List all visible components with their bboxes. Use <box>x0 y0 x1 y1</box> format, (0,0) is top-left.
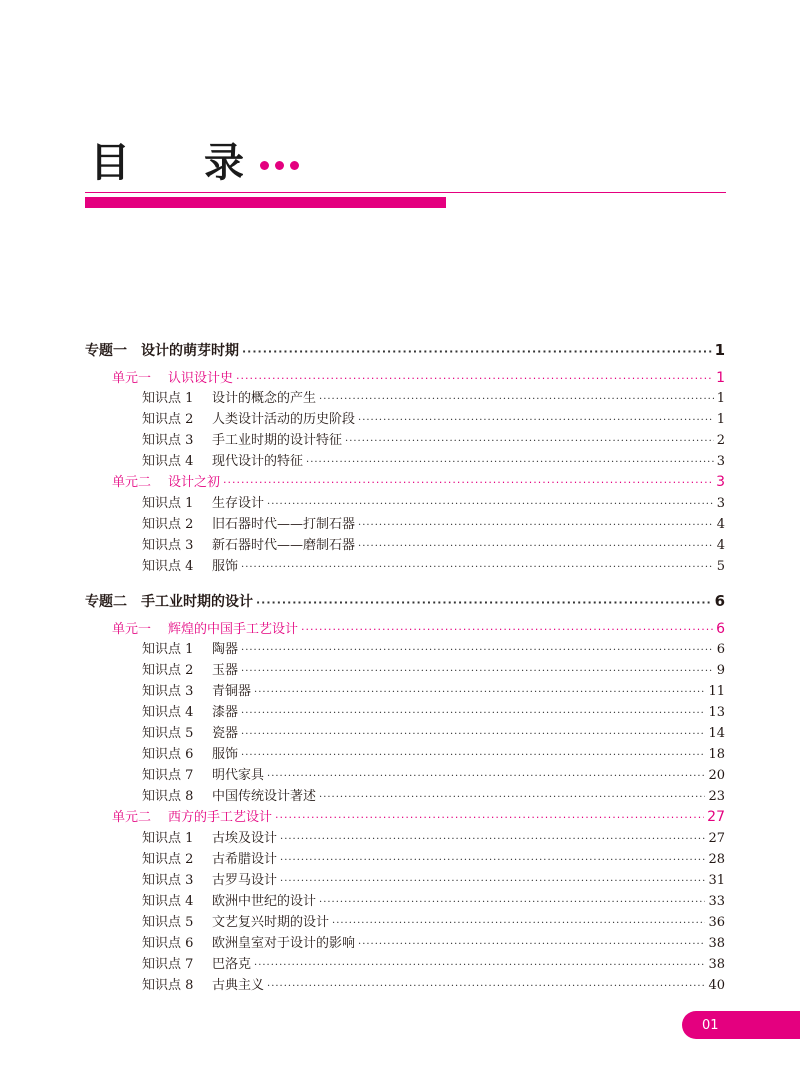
toc-entry-point[interactable] <box>142 680 725 699</box>
toc-entry-title: 服饰 <box>212 747 239 762</box>
toc-entry-number: 知识点 7 <box>142 768 194 783</box>
toc-entry-title: 设计的概念的产生 <box>212 391 317 406</box>
toc-entry-unit[interactable] <box>112 618 725 637</box>
toc-dot-leader <box>332 918 705 929</box>
toc-dot-leader <box>236 372 713 385</box>
toc-entry-page: 1 <box>716 391 725 406</box>
toc-heading <box>88 138 728 188</box>
toc-dot-leader <box>223 476 713 489</box>
toc-entry-page: 27 <box>708 831 725 846</box>
toc-entry-number: 知识点 4 <box>142 705 194 720</box>
toc-dot-leader <box>301 623 713 636</box>
toc-entry-number: 知识点 1 <box>142 831 194 846</box>
ornament-dot <box>290 161 299 170</box>
toc-entry-page: 18 <box>708 747 725 762</box>
toc-entry-point[interactable] <box>142 785 725 804</box>
toc-entry-title: 古罗马设计 <box>212 873 278 888</box>
heading-thin-rule <box>85 192 726 193</box>
toc-entry-point[interactable] <box>142 743 725 762</box>
toc-entry-unit[interactable] <box>112 367 725 386</box>
toc-dot-leader <box>256 596 712 609</box>
toc-entry-title: 辉煌的中国手工艺设计 <box>168 622 299 637</box>
toc-entry-page: 3 <box>716 496 725 511</box>
toc-entry-number: 知识点 1 <box>142 496 194 511</box>
toc-entry-page: 27 <box>707 809 725 825</box>
toc-entry-unit[interactable] <box>112 471 725 490</box>
toc-entry-point[interactable] <box>142 387 725 406</box>
toc-entry-page: 20 <box>708 768 725 783</box>
toc-entry-title: 玉器 <box>212 663 239 678</box>
toc-entry-title: 青铜器 <box>212 684 252 699</box>
toc-dot-leader <box>358 939 705 950</box>
toc-dot-leader <box>358 541 714 552</box>
toc-dot-leader <box>241 666 714 677</box>
toc-dot-leader <box>319 394 714 405</box>
toc-entry-title: 巴洛克 <box>212 957 252 972</box>
toc-entry-title: 认识设计史 <box>168 371 234 386</box>
toc-entry-number: 知识点 3 <box>142 538 194 553</box>
toc-entry-unit[interactable] <box>112 806 725 825</box>
page-number-tab <box>682 1011 800 1039</box>
toc-entry-title: 古埃及设计 <box>212 831 278 846</box>
toc-entry-page: 6 <box>716 621 725 637</box>
toc-entry-title: 生存设计 <box>212 496 265 511</box>
toc-entry-point[interactable] <box>142 911 725 930</box>
toc-dot-leader <box>280 876 705 887</box>
toc-entry-number: 知识点 1 <box>142 642 194 657</box>
toc-entry-title: 陶器 <box>212 642 239 657</box>
toc-dot-leader <box>254 687 705 698</box>
toc-entry-number: 知识点 4 <box>142 454 194 469</box>
toc-entry-number: 知识点 2 <box>142 412 194 427</box>
toc-entry-point[interactable] <box>142 450 725 469</box>
toc-dot-leader <box>241 750 705 761</box>
toc-entry-topic[interactable] <box>85 591 725 611</box>
toc-entry-title: 服饰 <box>212 559 239 574</box>
toc-entry-title: 西方的手工艺设计 <box>168 810 273 825</box>
toc-dot-leader <box>319 792 705 803</box>
toc-entry-point[interactable] <box>142 764 725 783</box>
toc-entry-page: 23 <box>708 789 725 804</box>
toc-entry-title: 设计的萌芽时期 <box>141 343 239 359</box>
toc-entry-title: 瓷器 <box>212 726 239 741</box>
toc-entry-number: 单元二 <box>112 810 152 825</box>
toc-dot-leader <box>345 436 714 447</box>
toc-entry-number: 知识点 5 <box>142 726 194 741</box>
toc-entry-point[interactable] <box>142 513 725 532</box>
toc-entry-page: 3 <box>716 454 725 469</box>
toc-entry-point[interactable] <box>142 722 725 741</box>
toc-entry-title: 人类设计活动的历史阶段 <box>212 412 356 427</box>
toc-entry-number: 知识点 6 <box>142 936 194 951</box>
toc-entry-number: 专题二 <box>85 594 127 610</box>
toc-entry-point[interactable] <box>142 555 725 574</box>
toc-dot-leader <box>267 981 705 992</box>
toc-entry-page: 2 <box>716 433 725 448</box>
toc-entry-point[interactable] <box>142 953 725 972</box>
toc-entry-page: 5 <box>716 559 725 574</box>
toc-entry-point[interactable] <box>142 848 725 867</box>
toc-entry-point[interactable] <box>142 701 725 720</box>
toc-entry-page: 4 <box>716 517 725 532</box>
toc-entry-title: 手工业时期的设计特征 <box>212 433 343 448</box>
toc-entry-page: 1 <box>714 341 725 359</box>
toc-entry-page: 28 <box>708 852 725 867</box>
toc-entry-topic[interactable] <box>85 340 725 360</box>
toc-entry-number: 知识点 4 <box>142 559 194 574</box>
toc-entry-page: 31 <box>708 873 725 888</box>
toc-entry-title: 中国传统设计著述 <box>212 789 317 804</box>
toc-entry-point[interactable] <box>142 974 725 993</box>
toc-entry-number: 知识点 3 <box>142 684 194 699</box>
heading-char-1: 目 <box>90 139 130 186</box>
toc-entry-page: 33 <box>708 894 725 909</box>
toc-entry-page: 40 <box>708 978 725 993</box>
toc-entry-point[interactable] <box>142 869 725 888</box>
toc-entry-number: 知识点 2 <box>142 852 194 867</box>
toc-entry-page: 1 <box>716 412 725 427</box>
toc-entry-title: 新石器时代——磨制石器 <box>212 538 356 553</box>
toc-dot-leader <box>242 345 712 358</box>
toc-entry-title: 旧石器时代——打制石器 <box>212 517 356 532</box>
toc-entry-page: 3 <box>716 474 725 490</box>
toc-entry-page: 13 <box>708 705 725 720</box>
toc-entry-point[interactable] <box>142 534 725 553</box>
toc-entry-number: 知识点 8 <box>142 978 194 993</box>
toc-entry-title: 明代家具 <box>212 768 265 783</box>
toc-entry-page: 6 <box>716 642 725 657</box>
toc-entry-page: 11 <box>708 684 725 699</box>
toc-dot-leader <box>241 708 705 719</box>
toc-entry-number: 知识点 7 <box>142 957 194 972</box>
toc-entry-title: 现代设计的特征 <box>212 454 304 469</box>
toc-entry-page: 9 <box>716 663 725 678</box>
toc-dot-leader <box>267 499 714 510</box>
toc-dot-leader <box>358 520 714 531</box>
toc-entry-title: 手工业时期的设计 <box>141 594 253 610</box>
toc-entry-number: 知识点 2 <box>142 517 194 532</box>
toc-entry-number: 知识点 8 <box>142 789 194 804</box>
ornament-dot <box>260 161 269 170</box>
toc-entry-point[interactable] <box>142 932 725 951</box>
toc-entry-title: 漆器 <box>212 705 239 720</box>
toc-entry-number: 知识点 3 <box>142 873 194 888</box>
toc-entry-page: 38 <box>708 957 725 972</box>
toc-entry-title: 古希腊设计 <box>212 852 278 867</box>
toc-entry-number: 单元二 <box>112 475 152 490</box>
toc-dot-leader <box>306 457 714 468</box>
toc-dot-leader <box>241 562 714 573</box>
toc-dot-leader <box>254 960 705 971</box>
ornament-dot <box>275 161 284 170</box>
toc-entry-title: 古典主义 <box>212 978 265 993</box>
toc-entry-number: 知识点 1 <box>142 391 194 406</box>
toc-entry-page: 4 <box>716 538 725 553</box>
toc-entry-number: 知识点 2 <box>142 663 194 678</box>
toc-entry-page: 14 <box>708 726 725 741</box>
toc-dot-leader <box>280 855 705 866</box>
toc-entry-number: 单元一 <box>112 371 152 386</box>
toc-entry-number: 专题一 <box>85 343 127 359</box>
toc-entry-number: 知识点 6 <box>142 747 194 762</box>
toc-entry-point[interactable] <box>142 408 725 427</box>
toc-entry-page: 36 <box>708 915 725 930</box>
toc-entry-title: 文艺复兴时期的设计 <box>212 915 330 930</box>
toc-entry-title: 欧洲皇室对于设计的影响 <box>212 936 356 951</box>
toc-entry-title: 设计之初 <box>168 475 221 490</box>
toc-entry-number: 知识点 5 <box>142 915 194 930</box>
toc-entry-number: 知识点 3 <box>142 433 194 448</box>
toc-dot-leader <box>358 415 714 426</box>
toc-entry-point[interactable] <box>142 492 725 511</box>
toc-dot-leader <box>241 645 714 656</box>
toc-entry-page: 1 <box>716 370 725 386</box>
toc-entry-point[interactable] <box>142 429 725 448</box>
toc-entry-point[interactable] <box>142 659 725 678</box>
toc-dot-leader <box>267 771 705 782</box>
page-number: 01 <box>702 1017 719 1033</box>
heading-thick-bar <box>85 197 446 208</box>
toc-entry-page: 38 <box>708 936 725 951</box>
toc-entry-number: 单元一 <box>112 622 152 637</box>
toc-entry-point[interactable] <box>142 890 725 909</box>
toc-entry-point[interactable] <box>142 638 725 657</box>
toc-dot-leader <box>280 834 705 845</box>
heading-dots-ornament <box>260 161 299 170</box>
toc-entry-title: 欧洲中世纪的设计 <box>212 894 317 909</box>
heading-char-2: 录 <box>204 139 244 186</box>
toc-dot-leader <box>275 811 704 824</box>
toc-entry-page: 6 <box>714 592 725 610</box>
toc-entry-number: 知识点 4 <box>142 894 194 909</box>
toc-dot-leader <box>241 729 705 740</box>
toc-dot-leader <box>319 897 705 908</box>
toc-entry-point[interactable] <box>142 827 725 846</box>
